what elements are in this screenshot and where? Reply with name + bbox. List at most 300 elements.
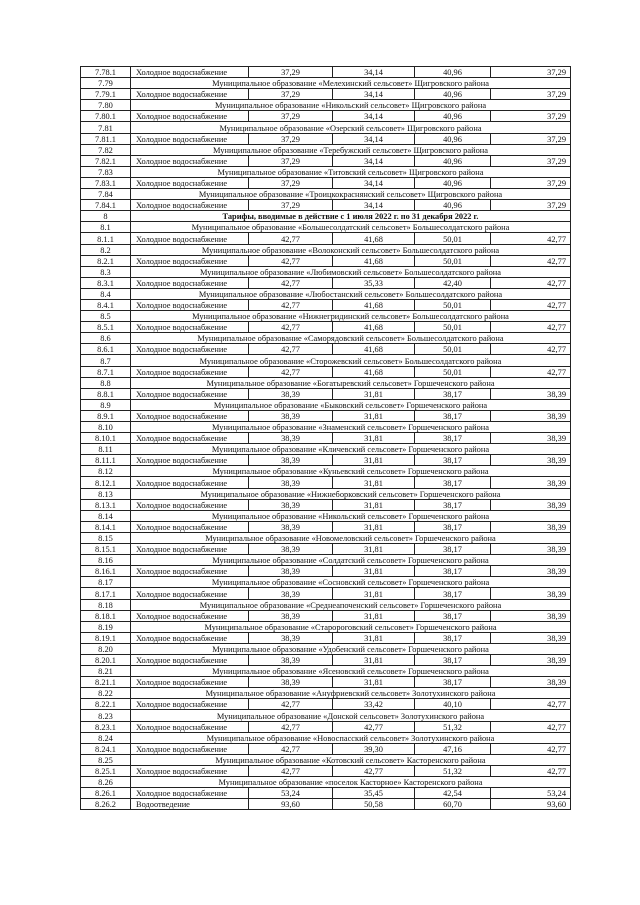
table-row [81,366,571,377]
table-row [81,299,571,310]
tariff-value: 31,81 [333,521,415,532]
tariff-table [80,66,571,810]
tariff-value: 37,29 [249,111,333,122]
tariff-value: 53,24 [491,788,571,799]
row-code: 8.3.1 [81,277,131,288]
tariff-value: 38,17 [415,654,491,665]
municipality-name: Муниципальное образование «Куньевский сельсовет» Горшеченского района [131,466,571,477]
row-code: 8.5.1 [81,322,131,333]
tariff-value: 38,39 [249,588,333,599]
row-code: 8.4 [81,288,131,299]
table-row [81,344,571,355]
row-code: 7.78.1 [81,67,131,78]
table-row [81,588,571,599]
tariff-value: 42,77 [249,366,333,377]
tariff-value: 38,39 [249,632,333,643]
table-row [81,477,571,488]
tariff-value: 38,17 [415,433,491,444]
tariff-value: 37,29 [491,155,571,166]
municipality-row [81,488,571,499]
row-code: 8.1 [81,222,131,233]
tariff-value: 37,29 [249,177,333,188]
row-code: 8.7 [81,355,131,366]
table-row [81,433,571,444]
tariff-value: 42,77 [491,255,571,266]
table-row [81,277,571,288]
tariff-value: 51,32 [415,765,491,776]
municipality-row [81,100,571,111]
tariff-value: 38,17 [415,632,491,643]
tariff-value: 38,39 [491,388,571,399]
row-code: 7.82 [81,144,131,155]
municipality-name: Муниципальное образование «поселок Касторное» Касторенского района [131,777,571,788]
municipality-name: Муниципальное образование «Большесолдатский сельсовет» Большесолдатского района [131,222,571,233]
table-row [81,455,571,466]
row-code: 8.11 [81,444,131,455]
tariff-value: 38,17 [415,610,491,621]
tariff-value: 38,17 [415,588,491,599]
tariff-value: 47,16 [415,743,491,754]
municipality-row [81,166,571,177]
tariff-value: 38,39 [491,566,571,577]
tariff-value: 37,29 [491,133,571,144]
municipality-name: Муниципальное образование «Любимовский сельсовет» Большесолдатского района [131,266,571,277]
tariff-value: 38,17 [415,677,491,688]
tariff-value: 41,68 [333,299,415,310]
tariff-value: 42,40 [415,277,491,288]
tariff-value: 38,39 [249,477,333,488]
service-name: Холодное водоснабжение [131,89,249,100]
row-code: 8.15.1 [81,544,131,555]
service-name: Холодное водоснабжение [131,721,249,732]
tariff-value: 35,33 [333,277,415,288]
table-row [81,544,571,555]
tariff-value: 31,81 [333,410,415,421]
tariff-value: 31,81 [333,499,415,510]
municipality-row [81,777,571,788]
tariff-value: 42,77 [249,233,333,244]
municipality-name: Муниципальное образование «Озерский сельсовет» Щигровского района [131,122,571,133]
municipality-row [81,510,571,521]
municipality-row [81,355,571,366]
municipality-name: Муниципальное образование «Троицкокраснянский сельсовет» Щигровского района [131,189,571,200]
table-row [81,255,571,266]
table-row [81,788,571,799]
tariff-value: 34,14 [333,177,415,188]
tariff-value: 41,68 [333,255,415,266]
municipality-name: Муниципальное образование «Мелехинский сельсовет» Щигровского района [131,78,571,89]
tariff-value: 42,77 [249,255,333,266]
row-code: 8.25.1 [81,765,131,776]
tariff-value: 60,70 [415,799,491,810]
tariff-value: 31,81 [333,677,415,688]
municipality-name: Муниципальное образование «Нижнеборковский сельсовет» Горшеченского района [131,488,571,499]
municipality-name: Муниципальное образование «Любостанский сельсовет» Большесолдатского района [131,288,571,299]
service-name: Холодное водоснабжение [131,632,249,643]
row-code: 7.80.1 [81,111,131,122]
row-code: 8.14 [81,510,131,521]
tariff-value: 38,17 [415,544,491,555]
row-code: 8.26.2 [81,799,131,810]
tariff-value: 37,29 [249,155,333,166]
tariff-value: 50,01 [415,344,491,355]
tariff-value: 42,77 [249,299,333,310]
row-code: 8.21.1 [81,677,131,688]
tariff-value: 42,77 [491,322,571,333]
service-name: Холодное водоснабжение [131,699,249,710]
tariff-value: 42,77 [491,233,571,244]
row-code: 8.3 [81,266,131,277]
row-code: 8.23.1 [81,721,131,732]
table-row [81,677,571,688]
municipality-row [81,599,571,610]
municipality-row [81,577,571,588]
row-code: 8.6.1 [81,344,131,355]
service-name: Холодное водоснабжение [131,610,249,621]
row-code: 8.24 [81,732,131,743]
municipality-name: Муниципальное образование «Теребужский сельсовет» Щигровского района [131,144,571,155]
municipality-row [81,377,571,388]
tariff-value: 37,29 [249,67,333,78]
service-name: Холодное водоснабжение [131,477,249,488]
municipality-row [81,78,571,89]
tariff-value: 37,29 [249,89,333,100]
row-code: 8.10.1 [81,433,131,444]
row-code: 8.22.1 [81,699,131,710]
service-name: Холодное водоснабжение [131,200,249,211]
municipality-name: Муниципальное образование «Новомеловский сельсовет» Горшеченского района [131,532,571,543]
row-code: 7.81 [81,122,131,133]
service-name: Холодное водоснабжение [131,177,249,188]
service-name: Холодное водоснабжение [131,67,249,78]
tariff-value: 38,39 [491,588,571,599]
municipality-name: Муниципальное образование «Сторожевский сельсовет» Большесолдатского района [131,355,571,366]
municipality-name: Муниципальное образование «Новоспасский сельсовет» Золотухинского района [131,732,571,743]
service-name: Холодное водоснабжение [131,344,249,355]
municipality-row [81,144,571,155]
service-name: Холодное водоснабжение [131,255,249,266]
tariff-value: 40,96 [415,67,491,78]
table-row [81,799,571,810]
municipality-row [81,688,571,699]
table-row [81,654,571,665]
tariff-value: 42,77 [249,765,333,776]
tariff-value: 37,29 [249,133,333,144]
row-code: 8.26 [81,777,131,788]
section-header-row [81,211,571,222]
row-code: 7.81.1 [81,133,131,144]
tariff-value: 38,39 [491,521,571,532]
tariff-value: 40,96 [415,111,491,122]
tariff-value: 42,77 [491,277,571,288]
tariff-value: 41,68 [333,366,415,377]
municipality-row [81,555,571,566]
municipality-row [81,466,571,477]
row-code: 8.25 [81,754,131,765]
row-code: 8.23 [81,710,131,721]
row-code: 8.16 [81,555,131,566]
table-row [81,322,571,333]
tariff-value: 38,39 [491,677,571,688]
table-row [81,632,571,643]
tariff-value: 50,58 [333,799,415,810]
table-row [81,566,571,577]
tariff-value: 38,39 [249,410,333,421]
tariff-value: 37,29 [491,89,571,100]
municipality-row [81,288,571,299]
row-code: 8.9 [81,399,131,410]
row-code: 7.82.1 [81,155,131,166]
service-name: Холодное водоснабжение [131,765,249,776]
municipality-name: Муниципальное образование «Знаменский сельсовет» Горшеченского района [131,422,571,433]
tariff-value: 42,77 [491,344,571,355]
service-name: Холодное водоснабжение [131,388,249,399]
table-row [81,721,571,732]
tariff-value: 38,39 [491,433,571,444]
tariff-value: 37,29 [491,67,571,78]
row-code: 8.9.1 [81,410,131,421]
row-code: 8.18 [81,599,131,610]
service-name: Холодное водоснабжение [131,433,249,444]
municipality-name: Муниципальное образование «Удобенский сельсовет» Горшеченского района [131,643,571,654]
service-name: Холодное водоснабжение [131,366,249,377]
tariff-value: 38,39 [491,455,571,466]
row-code: 7.83.1 [81,177,131,188]
municipality-name: Муниципальное образование «Никольский сельсовет» Щигровского района [131,100,571,111]
municipality-row [81,266,571,277]
municipality-row [81,189,571,200]
tariff-value: 50,01 [415,366,491,377]
tariff-value: 41,68 [333,344,415,355]
tariff-value: 40,96 [415,133,491,144]
municipality-name: Муниципальное образование «Ануфриевский сельсовет» Золотухинского района [131,688,571,699]
row-code: 8.8.1 [81,388,131,399]
row-code: 8.2 [81,244,131,255]
municipality-name: Муниципальное образование «Котовский сельсовет» Касторенского района [131,754,571,765]
table-row [81,233,571,244]
tariff-value: 42,77 [491,299,571,310]
service-name: Водоотведение [131,799,249,810]
municipality-name: Муниципальное образование «Волоконский сельсовет» Большесолдатского района [131,244,571,255]
municipality-row [81,399,571,410]
tariff-value: 38,39 [249,455,333,466]
tariff-value: 50,01 [415,322,491,333]
table-row [81,111,571,122]
municipality-row [81,422,571,433]
row-code: 8.11.1 [81,455,131,466]
municipality-row [81,666,571,677]
tariff-value: 38,17 [415,477,491,488]
tariff-value: 38,39 [249,499,333,510]
municipality-name: Муниципальное образование «Сосновский сельсовет» Горшеченского района [131,577,571,588]
row-code: 8.20 [81,643,131,654]
row-code: 8.1.1 [81,233,131,244]
row-code: 8.14.1 [81,521,131,532]
row-code: 8.15 [81,532,131,543]
tariff-value: 31,81 [333,544,415,555]
tariff-value: 38,39 [491,410,571,421]
row-code: 8.24.1 [81,743,131,754]
table-row [81,155,571,166]
tariff-value: 31,81 [333,566,415,577]
municipality-row [81,311,571,322]
tariff-value: 38,39 [249,544,333,555]
municipality-name: Муниципальное образование «Кличевский сельсовет» Горшеченского района [131,444,571,455]
tariff-value: 38,17 [415,499,491,510]
row-code: 8.10 [81,422,131,433]
row-code: 7.79.1 [81,89,131,100]
row-code: 8.16.1 [81,566,131,577]
tariff-value: 31,81 [333,654,415,665]
municipality-row [81,222,571,233]
municipality-row [81,244,571,255]
municipality-name: Муниципальное образование «Никольский сельсовет» Горшеченского района [131,510,571,521]
row-code: 8.13 [81,488,131,499]
tariff-value: 42,77 [491,721,571,732]
row-code: 8.6 [81,333,131,344]
row-code: 8 [81,211,131,222]
tariff-value: 41,68 [333,233,415,244]
row-code: 8.20.1 [81,654,131,665]
municipality-row [81,710,571,721]
tariff-value: 40,96 [415,177,491,188]
tariff-value: 38,39 [491,544,571,555]
service-name: Холодное водоснабжение [131,677,249,688]
row-code: 8.12 [81,466,131,477]
municipality-name: Муниципальное образование «Быковский сельсовет» Горшеченского района [131,399,571,410]
tariff-value: 42,77 [249,277,333,288]
tariff-value: 38,17 [415,566,491,577]
row-code: 8.19 [81,621,131,632]
tariff-value: 37,29 [249,200,333,211]
tariff-value: 34,14 [333,200,415,211]
municipality-name: Муниципальное образование «Донской сельсовет» Золотухинского района [131,710,571,721]
service-name: Холодное водоснабжение [131,111,249,122]
section-title: Тарифы, вводимые в действие с 1 июля 2022 г. по 31 декабря 2022 г. [131,211,571,222]
municipality-row [81,532,571,543]
table-row [81,89,571,100]
tariff-value: 42,77 [491,743,571,754]
row-code: 8.2.1 [81,255,131,266]
tariff-value: 51,32 [415,721,491,732]
row-code: 8.13.1 [81,499,131,510]
table-row [81,499,571,510]
municipality-name: Муниципальное образование «Солдатский сельсовет» Горшеченского района [131,555,571,566]
table-row [81,765,571,776]
municipality-name: Муниципальное образование «Титовский сельсовет» Щигровского района [131,166,571,177]
tariff-value: 41,68 [333,322,415,333]
municipality-name: Муниципальное образование «Старороговский сельсовет» Горшеченского района [131,621,571,632]
table-row [81,699,571,710]
service-name: Холодное водоснабжение [131,322,249,333]
tariff-value: 31,81 [333,388,415,399]
row-code: 8.12.1 [81,477,131,488]
tariff-value: 38,39 [491,499,571,510]
tariff-value: 34,14 [333,133,415,144]
table-row [81,610,571,621]
row-code: 8.21 [81,666,131,677]
row-code: 8.8 [81,377,131,388]
tariff-value: 38,17 [415,388,491,399]
table-row [81,133,571,144]
municipality-row [81,621,571,632]
tariff-value: 38,39 [249,388,333,399]
row-code: 8.19.1 [81,632,131,643]
tariff-value: 38,39 [249,566,333,577]
tariff-value: 31,81 [333,433,415,444]
tariff-value: 42,54 [415,788,491,799]
table-row [81,177,571,188]
tariff-value: 42,77 [249,743,333,754]
tariff-value: 40,96 [415,200,491,211]
tariff-value: 42,77 [491,765,571,776]
tariff-value: 31,81 [333,632,415,643]
row-code: 8.18.1 [81,610,131,621]
tariff-value: 31,81 [333,610,415,621]
municipality-name: Муниципальное образование «Ясеновский сельсовет» Горшеченского района [131,666,571,677]
service-name: Холодное водоснабжение [131,277,249,288]
municipality-row [81,732,571,743]
municipality-name: Муниципальное образование «Нижнегридинский сельсовет» Большесолдатского района [131,311,571,322]
tariff-value: 34,14 [333,155,415,166]
tariff-value: 38,39 [491,610,571,621]
row-code: 8.17.1 [81,588,131,599]
tariff-table-page [80,66,570,810]
tariff-value: 37,29 [491,177,571,188]
table-row [81,743,571,754]
tariff-value: 34,14 [333,67,415,78]
tariff-value: 33,42 [333,699,415,710]
row-code: 7.83 [81,166,131,177]
service-name: Холодное водоснабжение [131,566,249,577]
tariff-value: 42,77 [249,721,333,732]
service-name: Холодное водоснабжение [131,499,249,510]
tariff-value: 31,81 [333,477,415,488]
municipality-row [81,122,571,133]
tariff-value: 34,14 [333,89,415,100]
tariff-value: 38,39 [249,677,333,688]
tariff-value: 42,77 [333,765,415,776]
service-name: Холодное водоснабжение [131,233,249,244]
row-code: 7.84.1 [81,200,131,211]
municipality-name: Муниципальное образование «Среднеапоченский сельсовет» Горшеченского района [131,599,571,610]
municipality-row [81,444,571,455]
service-name: Холодное водоснабжение [131,788,249,799]
municipality-row [81,754,571,765]
service-name: Холодное водоснабжение [131,521,249,532]
tariff-value: 50,01 [415,299,491,310]
tariff-value: 38,17 [415,410,491,421]
tariff-value: 38,39 [249,433,333,444]
service-name: Холодное водоснабжение [131,743,249,754]
tariff-value: 38,39 [491,477,571,488]
tariff-value: 42,77 [333,721,415,732]
tariff-value: 37,29 [491,200,571,211]
row-code: 8.22 [81,688,131,699]
row-code: 8.5 [81,311,131,322]
table-row [81,410,571,421]
service-name: Холодное водоснабжение [131,299,249,310]
tariff-value: 40,96 [415,89,491,100]
tariff-value: 38,39 [249,521,333,532]
row-code: 8.4.1 [81,299,131,310]
tariff-value: 53,24 [249,788,333,799]
municipality-name: Муниципальное образование «Саморядовский сельсовет» Большесолдатского района [131,333,571,344]
service-name: Холодное водоснабжение [131,588,249,599]
tariff-value: 42,77 [491,699,571,710]
row-code: 7.79 [81,78,131,89]
tariff-value: 37,29 [491,111,571,122]
